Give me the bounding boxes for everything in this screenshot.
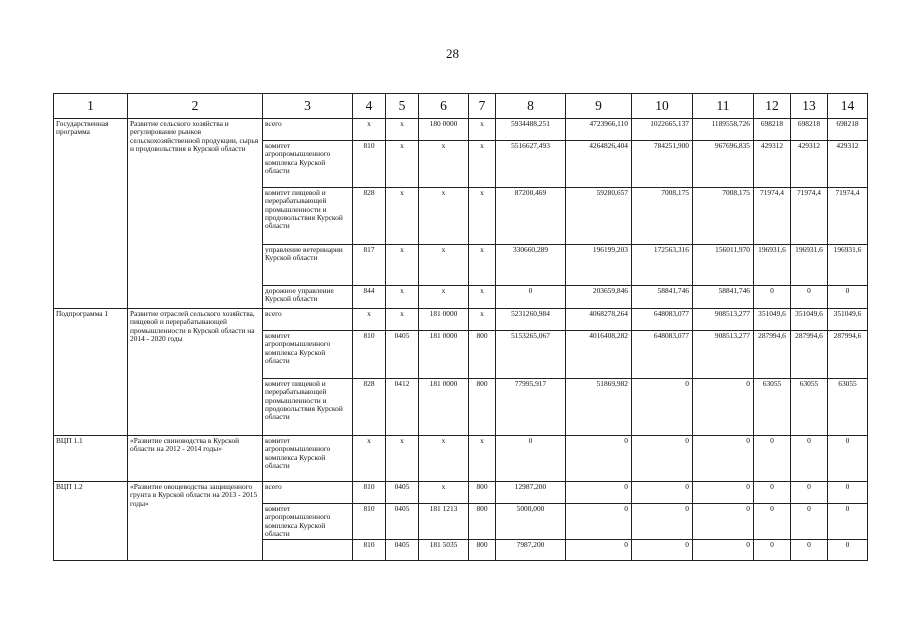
code-cell: x [353,119,386,141]
amount-cell: 71974,4 [754,188,791,245]
amount-cell: 58841,746 [632,286,693,309]
code-cell: x [469,119,496,141]
amount-cell: 0 [754,504,791,540]
column-header: 12 [754,94,791,119]
amount-cell: 351049,6 [791,309,828,331]
amount-cell: 0 [566,540,632,561]
amount-cell: 0 [693,482,754,504]
column-header: 10 [632,94,693,119]
header-row [54,94,868,119]
responsible-executor: комитет агропромышленного комплекса Курской области [263,141,353,188]
amount-cell: 196931,6 [754,245,791,286]
code-cell: x [469,309,496,331]
responsible-executor: комитет пищевой и перерабатывающей промышленности и продовольствия Курской области [263,379,353,436]
amount-cell: 0 [566,504,632,540]
amount-cell: 0 [496,286,566,309]
code-cell: 810 [353,504,386,540]
responsible-executor: комитет пищевой и перерабатывающей промышленности и продовольствия Курской области [263,188,353,245]
column-header: 9 [566,94,632,119]
amount-cell: 0 [693,436,754,482]
responsible-executor [263,540,353,561]
amount-cell: 0 [791,540,828,561]
code-cell: 800 [469,504,496,540]
amount-cell: 0 [496,436,566,482]
code-cell: x [469,141,496,188]
amount-cell: 0 [828,436,868,482]
column-header: 14 [828,94,868,119]
amount-cell: 0 [754,436,791,482]
code-cell: x [419,286,469,309]
code-cell: 180 0000 [419,119,469,141]
amount-cell: 12987,200 [496,482,566,504]
code-cell: x [353,309,386,331]
code-cell: 181 0000 [419,379,469,436]
amount-cell: 63055 [754,379,791,436]
program-label: Государственная программа [54,119,128,309]
amount-cell: 196199,203 [566,245,632,286]
amount-cell: 698218 [791,119,828,141]
amount-cell: 1189558,726 [693,119,754,141]
responsible-executor: всего [263,482,353,504]
page-number: 28 [446,46,459,61]
amount-cell: 4264826,404 [566,141,632,188]
amount-cell: 71974,4 [791,188,828,245]
program-name: Развитие отраслей сельского хозяйства, пищевой и перерабатывающей промышленности в Курской области на 2014 - 2020 годы [128,309,263,436]
code-cell: x [469,245,496,286]
code-cell: 810 [353,141,386,188]
amount-cell: 0 [754,482,791,504]
code-cell: x [469,188,496,245]
column-header: 6 [419,94,469,119]
code-cell: x [419,436,469,482]
amount-cell: 648083,077 [632,331,693,379]
amount-cell: 203659,846 [566,286,632,309]
code-cell: 0412 [386,379,419,436]
amount-cell: 429312 [754,141,791,188]
amount-cell: 0 [791,482,828,504]
amount-cell: 0 [566,482,632,504]
amount-cell: 330660,289 [496,245,566,286]
column-header: 7 [469,94,496,119]
amount-cell: 156011,970 [693,245,754,286]
code-cell: 817 [353,245,386,286]
amount-cell: 0 [754,286,791,309]
amount-cell: 0 [566,436,632,482]
code-cell: x [386,436,419,482]
code-cell: 800 [469,379,496,436]
amount-cell: 87200,469 [496,188,566,245]
code-cell: 0405 [386,540,419,561]
amount-cell: 698218 [828,119,868,141]
responsible-executor: комитет агропромышленного комплекса Курской области [263,436,353,482]
amount-cell: 196931,6 [791,245,828,286]
amount-cell: 5516627,493 [496,141,566,188]
responsible-executor: управление ветеринарии Курской области [263,245,353,286]
amount-cell: 7008,175 [632,188,693,245]
code-cell: x [419,482,469,504]
amount-cell: 5000,000 [496,504,566,540]
responsible-executor: всего [263,119,353,141]
amount-cell: 0 [754,540,791,561]
code-cell: x [386,286,419,309]
column-header: 5 [386,94,419,119]
code-cell: x [469,436,496,482]
responsible-executor: всего [263,309,353,331]
program-name: «Развитие свиноводства в Курской области на 2012 - 2014 годы» [128,436,263,482]
amount-cell: 908513,277 [693,309,754,331]
code-cell: 181 5035 [419,540,469,561]
code-cell: x [386,188,419,245]
code-cell: x [469,286,496,309]
amount-cell: 59280,657 [566,188,632,245]
amount-cell: 351049,6 [754,309,791,331]
amount-cell: 287994,6 [828,331,868,379]
amount-cell: 0 [791,504,828,540]
amount-cell: 0 [632,482,693,504]
code-cell: x [419,245,469,286]
amount-cell: 429312 [791,141,828,188]
amount-cell: 0 [791,436,828,482]
column-header: 2 [128,94,263,119]
code-cell: 0405 [386,482,419,504]
amount-cell: 0 [828,540,868,561]
code-cell: 810 [353,540,386,561]
code-cell: 181 1213 [419,504,469,540]
code-cell: 800 [469,482,496,504]
amount-cell: 58841,746 [693,286,754,309]
amount-cell: 51869,982 [566,379,632,436]
code-cell: 810 [353,482,386,504]
amount-cell: 1022665,137 [632,119,693,141]
amount-cell: 967696,835 [693,141,754,188]
amount-cell: 0 [632,436,693,482]
amount-cell: 698218 [754,119,791,141]
amount-cell: 0 [828,286,868,309]
amount-cell: 63055 [828,379,868,436]
program-label: Подпрограмма 1 [54,309,128,436]
amount-cell: 0 [693,379,754,436]
code-cell: 800 [469,331,496,379]
code-cell: 800 [469,540,496,561]
amount-cell: 5231260,984 [496,309,566,331]
code-cell: 844 [353,286,386,309]
amount-cell: 784251,900 [632,141,693,188]
amount-cell: 4016408,282 [566,331,632,379]
amount-cell: 0 [632,379,693,436]
amount-cell: 0 [632,504,693,540]
amount-cell: 196931,6 [828,245,868,286]
code-cell: 0405 [386,331,419,379]
amount-cell: 429312 [828,141,868,188]
column-header: 8 [496,94,566,119]
responsible-executor: дорожное управление Курской области [263,286,353,309]
column-header: 3 [263,94,353,119]
table-row [54,309,868,331]
column-header: 13 [791,94,828,119]
amount-cell: 4068278,264 [566,309,632,331]
program-name: «Развитие овощеводства защищенного грунта в Курской области на 2013 - 2015 годы» [128,482,263,561]
table-row [54,436,868,482]
program-label: ВЦП 1.2 [54,482,128,561]
code-cell: 181 0000 [419,331,469,379]
amount-cell: 7987,200 [496,540,566,561]
amount-cell: 0 [828,482,868,504]
code-cell: 828 [353,379,386,436]
table-row [54,119,868,141]
amount-cell: 648083,077 [632,309,693,331]
amount-cell: 77995,917 [496,379,566,436]
code-cell: 810 [353,331,386,379]
amount-cell: 908513,277 [693,331,754,379]
column-header: 4 [353,94,386,119]
code-cell: x [353,436,386,482]
responsible-executor: комитет агропромышленного комплекса Курской области [263,504,353,540]
amount-cell: 287994,6 [791,331,828,379]
amount-cell: 63055 [791,379,828,436]
code-cell: 0405 [386,504,419,540]
amount-cell: 7008,175 [693,188,754,245]
table-row [54,482,868,504]
budget-table [53,93,868,561]
amount-cell: 0 [693,504,754,540]
responsible-executor: комитет агропромышленного комплекса Курской области [263,331,353,379]
code-cell: x [386,245,419,286]
code-cell: 181 0000 [419,309,469,331]
code-cell: x [386,119,419,141]
code-cell: x [419,188,469,245]
column-header: 1 [54,94,128,119]
column-header: 11 [693,94,754,119]
amount-cell: 5153265,067 [496,331,566,379]
amount-cell: 0 [632,540,693,561]
amount-cell: 71974,4 [828,188,868,245]
code-cell: x [386,309,419,331]
amount-cell: 172563,316 [632,245,693,286]
amount-cell: 5934488,251 [496,119,566,141]
code-cell: x [386,141,419,188]
amount-cell: 0 [791,286,828,309]
code-cell: x [419,141,469,188]
amount-cell: 0 [828,504,868,540]
program-name: Развитие сельского хозяйства и регулирование рынков сельскохозяйственной продукции, сырья и продовольствия в Курской области [128,119,263,309]
amount-cell: 0 [693,540,754,561]
amount-cell: 287994,6 [754,331,791,379]
code-cell: 828 [353,188,386,245]
program-label: ВЦП 1.1 [54,436,128,482]
amount-cell: 4723966,110 [566,119,632,141]
amount-cell: 351049,6 [828,309,868,331]
